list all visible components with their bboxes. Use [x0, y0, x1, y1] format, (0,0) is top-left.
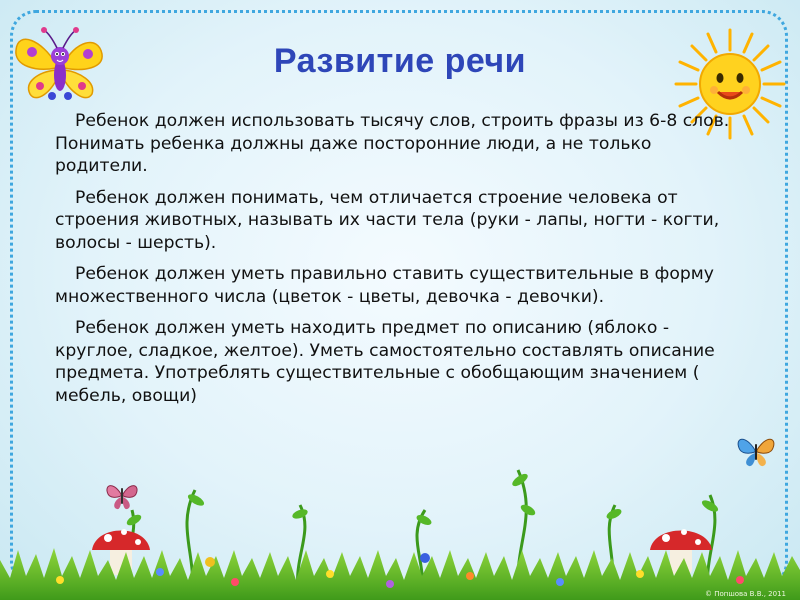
paragraph-body-parts: Ребенок должен понимать, чем отличается строение человека от строения животных, называть их части тела (руки - лапы, ногти - когти, волосы - шерсть). [55, 187, 720, 253]
paragraph-vocabulary: Ребенок должен использовать тысячу слов, строить фразы из 6-8 слов. Понимать ребенка должны даже посторонние люди, а не только родители. [55, 111, 730, 176]
slide-title: Развитие речи [273, 42, 527, 80]
paragraph-description: Ребенок должен уметь находить предмет по описанию (яблоко - круглое, сладкое, желтое). Уметь самостоятельно составлять описание предмета. Употреблять существительные с обобщающим значением ( мебель, овощи) [55, 318, 715, 406]
slide-body [55, 110, 745, 416]
paragraph-plural-nouns: Ребенок должен уметь правильно ставить существительные в форму множественного числа (цветок - цветы, девочка - девочки). [55, 264, 714, 307]
grass-meadow [0, 450, 800, 600]
copyright-note: © Попшова В.В., 2011 [705, 590, 786, 598]
